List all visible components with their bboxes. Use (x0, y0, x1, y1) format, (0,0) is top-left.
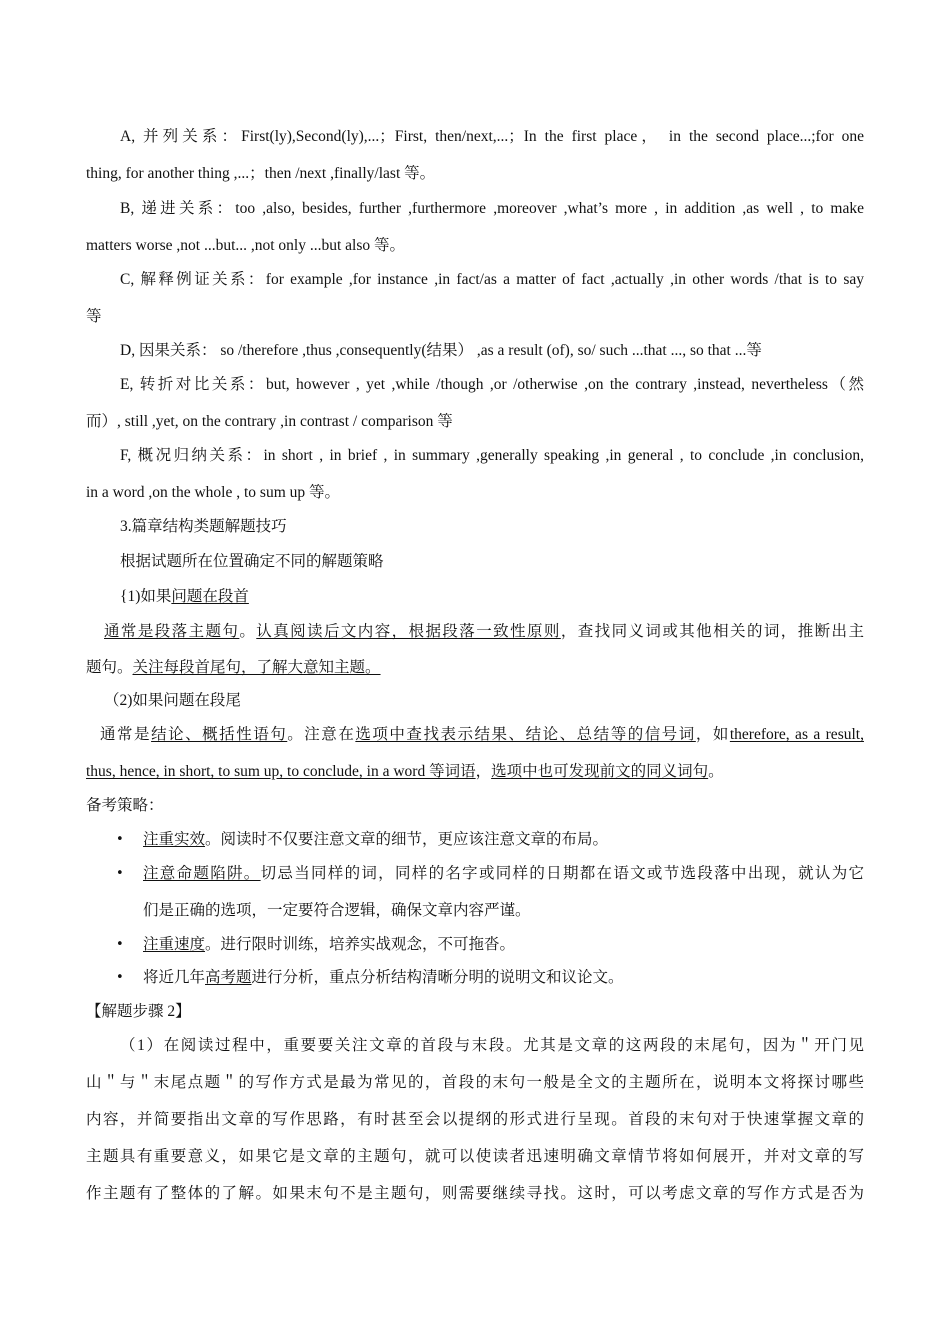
bullet-marker: • (116, 832, 124, 847)
case2-p2: 。注意在 (287, 726, 356, 743)
strategy-item-1-key: 注重实效 (143, 831, 206, 848)
step2-line-3: 内容，并简要指出文章的写作思路，有时甚至会以提纲的形式进行呈现。首段的末句对于快速掌握文章的 (86, 1111, 864, 1128)
case2-u2: 选项中查找表示结果、结论、总结等的信号词 (355, 726, 696, 743)
step2-heading: 【解题步骤 2】 (86, 1003, 191, 1020)
step2-line-5: 作主题有了整体的了解。如果末句不是主题句，则需要继续寻找。这时，可以考虑文章的写作方式是否为 (86, 1185, 864, 1202)
case2-u4: thus, hence, in short, to sum up, to conclude, in a word 等词语 (86, 763, 476, 780)
relation-d-line-1: D, 因果关系： so /therefore ,thus ,consequently(结果） ,as a result (of), so/ such ...that ..., so that ...等 (120, 342, 762, 359)
case1-p3: 题句。 (86, 659, 133, 676)
step2-line-4: 主题具有重要意义，如果它是文章的主题句，就可以使读者迅速明确文章情节将如何展开，并对文章的写 (86, 1148, 864, 1165)
relation-f-line-1: F, 概况归纳关系：in short , in brief , in summary ,generally speaking ,in general , to conclude ,in conclusion, (120, 447, 864, 464)
relation-e-line-2: 而）, still ,yet, on the contrary ,in contrast / comparison 等 (86, 413, 453, 430)
case1-line-2 (86, 658, 381, 678)
strategy-item-4-key: 高考题 (205, 969, 252, 986)
relation-c-line-2: 等 (86, 308, 102, 325)
strategy-item-2-text: 切忌当同样的词，同样的名字或同样的日期都在语文或节选段落中出现，就认为它 (260, 865, 864, 882)
step2-line-1: （1）在阅读过程中，重要要关注文章的首段与末段。尤其是文章的这两段的末尾句，因为＂开门见 (120, 1037, 864, 1054)
strategy-item-3 (143, 935, 515, 955)
relation-b-line-1: B, 递进关系：too ,also, besides, further ,furthermore ,moreover ,what’s more , in addition ,as well , to make (120, 200, 864, 217)
strategy-item-1-text: 。阅读时不仅要注意文章的细节，更应该注意文章的布局。 (205, 831, 609, 848)
relation-f-line-2: in a word ,on the whole , to sum up 等。 (86, 484, 341, 501)
case1-prefix: {1)如果 (120, 588, 172, 605)
step2-line-2: 山＂与＂末尾点题＂的写作方式是最为常见的，首段的末句一般是全文的主题所在，说明本文将探讨哪些 (86, 1074, 864, 1091)
case1-line-1 (104, 622, 864, 642)
case1-u3: 关注每段首尾句，了解大意知主题。 (132, 659, 381, 676)
strategy-item-3-text: 。进行限时训练，培养实战观念，不可拖沓。 (205, 936, 516, 953)
bullet-marker: • (116, 970, 124, 985)
strategy-item-2-key: 注意命题陷阱。 (143, 865, 261, 882)
bullet-marker: • (116, 866, 124, 881)
case1-heading (120, 587, 249, 607)
case1-heading-underlined: 问题在段首 (171, 588, 249, 605)
section-title: 3.篇章结构类题解题技巧 (120, 518, 287, 535)
case2-line-1 (100, 725, 864, 745)
case2-p5: 。 (708, 763, 724, 780)
case2-u3: therefore, as a result, (729, 726, 864, 743)
bullet-marker: • (116, 937, 124, 952)
strategy-item-2-cont: 们是正确的选项，一定要符合逻辑，确保文章内容严谨。 (143, 902, 531, 919)
relation-e-line-1: E, 转折对比关系：but, however , yet ,while /though ,or /otherwise ,on the contrary ,instead, nevertheless（然 (120, 376, 864, 393)
case2-heading: （2)如果问题在段尾 (104, 692, 241, 709)
case1-u2: 认真阅读后文内容，根据段落一致性原则 (256, 623, 561, 640)
strategy-item-3-key: 注重速度 (143, 936, 206, 953)
case2-line-2 (86, 762, 724, 782)
case1-u1: 通常是段落主题句 (104, 623, 240, 640)
strategy-item-1 (143, 830, 608, 850)
case2-p4: ， (475, 763, 492, 780)
strategy-item-4-pre: 将近几年 (143, 969, 206, 986)
case1-p2: ，查找同义词或其他相关的词，推断出主 (560, 623, 864, 640)
relation-a-line-2: thing, for another thing ,...；then /next ,finally/last 等。 (86, 165, 436, 182)
strategy-item-4 (143, 968, 624, 988)
section-intro: 根据试题所在位置确定不同的解题策略 (120, 553, 384, 570)
strategy-item-4-text: 进行分析，重点分析结构清晰分明的说明文和议论文。 (251, 969, 624, 986)
strategy-item-2 (143, 864, 864, 884)
case2-p1: 通常是 (100, 726, 152, 743)
case1-p1: 。 (239, 623, 257, 640)
relation-a-line-1: A, 并列关系：First(ly),Second(ly),...；First, then/next,...；In the first place， in the second place...;for one (120, 128, 864, 145)
relation-b-line-2: matters worse ,not ...but... ,not only ...but also 等。 (86, 237, 406, 254)
case2-u5: 选项中也可发现前文的同义词句 (491, 763, 709, 780)
case2-p3: ，如 (695, 726, 730, 743)
strategy-heading: 备考策略： (86, 797, 164, 814)
case2-u1: 结论、概括性语句 (151, 726, 288, 743)
relation-c-line-1: C, 解释例证关系：for example ,for instance ,in fact/as a matter of fact ,actually ,in other words /that is to say (120, 271, 864, 288)
